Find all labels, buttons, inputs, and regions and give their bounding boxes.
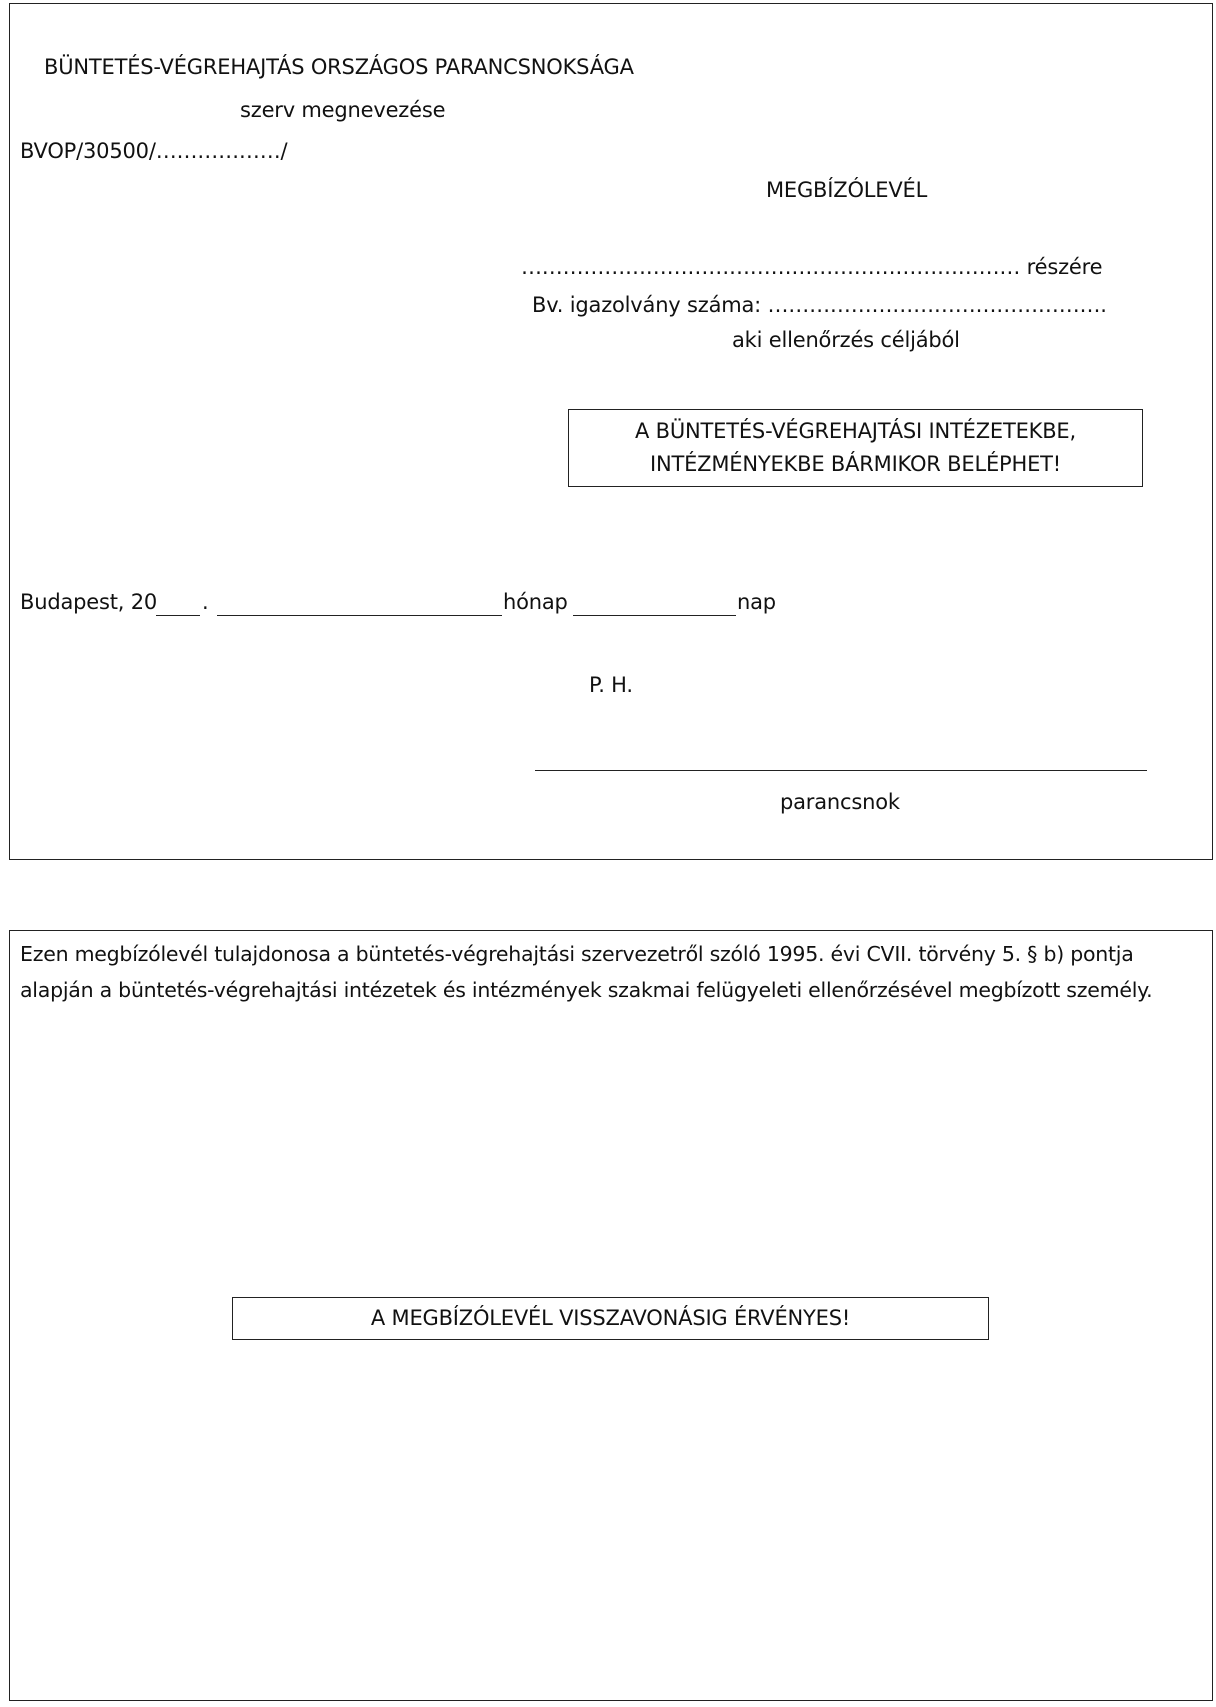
reference-number: BVOP/30500/………………/ [20, 139, 288, 163]
date-city: Budapest, 20 [20, 590, 158, 614]
signature-role: parancsnok [780, 790, 900, 814]
signature-line [535, 770, 1147, 771]
document-title: MEGBÍZÓLEVÉL [766, 178, 928, 202]
legal-text-line-1: Ezen megbízólevél tulajdonosa a büntetés-végrehajtási szervezetről szóló 1995. évi CVII. törvény 5. § b) pontja [20, 942, 1134, 966]
notice-line-2: INTÉZMÉNYEKBE BÁRMIKOR BELÉPHET! [649, 452, 1061, 476]
legal-basis-text [20, 936, 1205, 1008]
purpose-text: aki ellenőrzés céljából [732, 328, 960, 352]
entry-permission-notice [568, 409, 1143, 487]
id-number-line: Bv. igazolvány száma: …………………………………………. [532, 293, 1107, 317]
legal-text-line-2: alapján a büntetés-végrehajtási intézetek és intézmények szakmai felügyeleti ellenőrzésével megbízott személy. [20, 978, 1153, 1002]
authorization-card-back [9, 930, 1213, 1701]
authorization-card-front [9, 3, 1213, 860]
recipient-line: ……………………………………………………………… részére [521, 255, 1103, 279]
month-label: hónap [503, 590, 568, 614]
date-dot: . [202, 590, 209, 614]
notice-line-1: A BÜNTETÉS-VÉGREHAJTÁSI INTÉZETEKBE, [635, 419, 1076, 443]
day-blank [573, 615, 736, 616]
organization-name: BÜNTETÉS-VÉGREHAJTÁS ORSZÁGOS PARANCSNOKSÁGA [44, 55, 634, 79]
month-blank [217, 615, 502, 616]
day-label: nap [737, 590, 776, 614]
stamp-placeholder: P. H. [589, 673, 633, 697]
organization-caption: szerv megnevezése [240, 98, 446, 122]
validity-notice-text: A MEGBÍZÓLEVÉL VISSZAVONÁSIG ÉRVÉNYES! [370, 1306, 851, 1330]
validity-notice [232, 1297, 989, 1340]
year-blank [156, 615, 200, 616]
